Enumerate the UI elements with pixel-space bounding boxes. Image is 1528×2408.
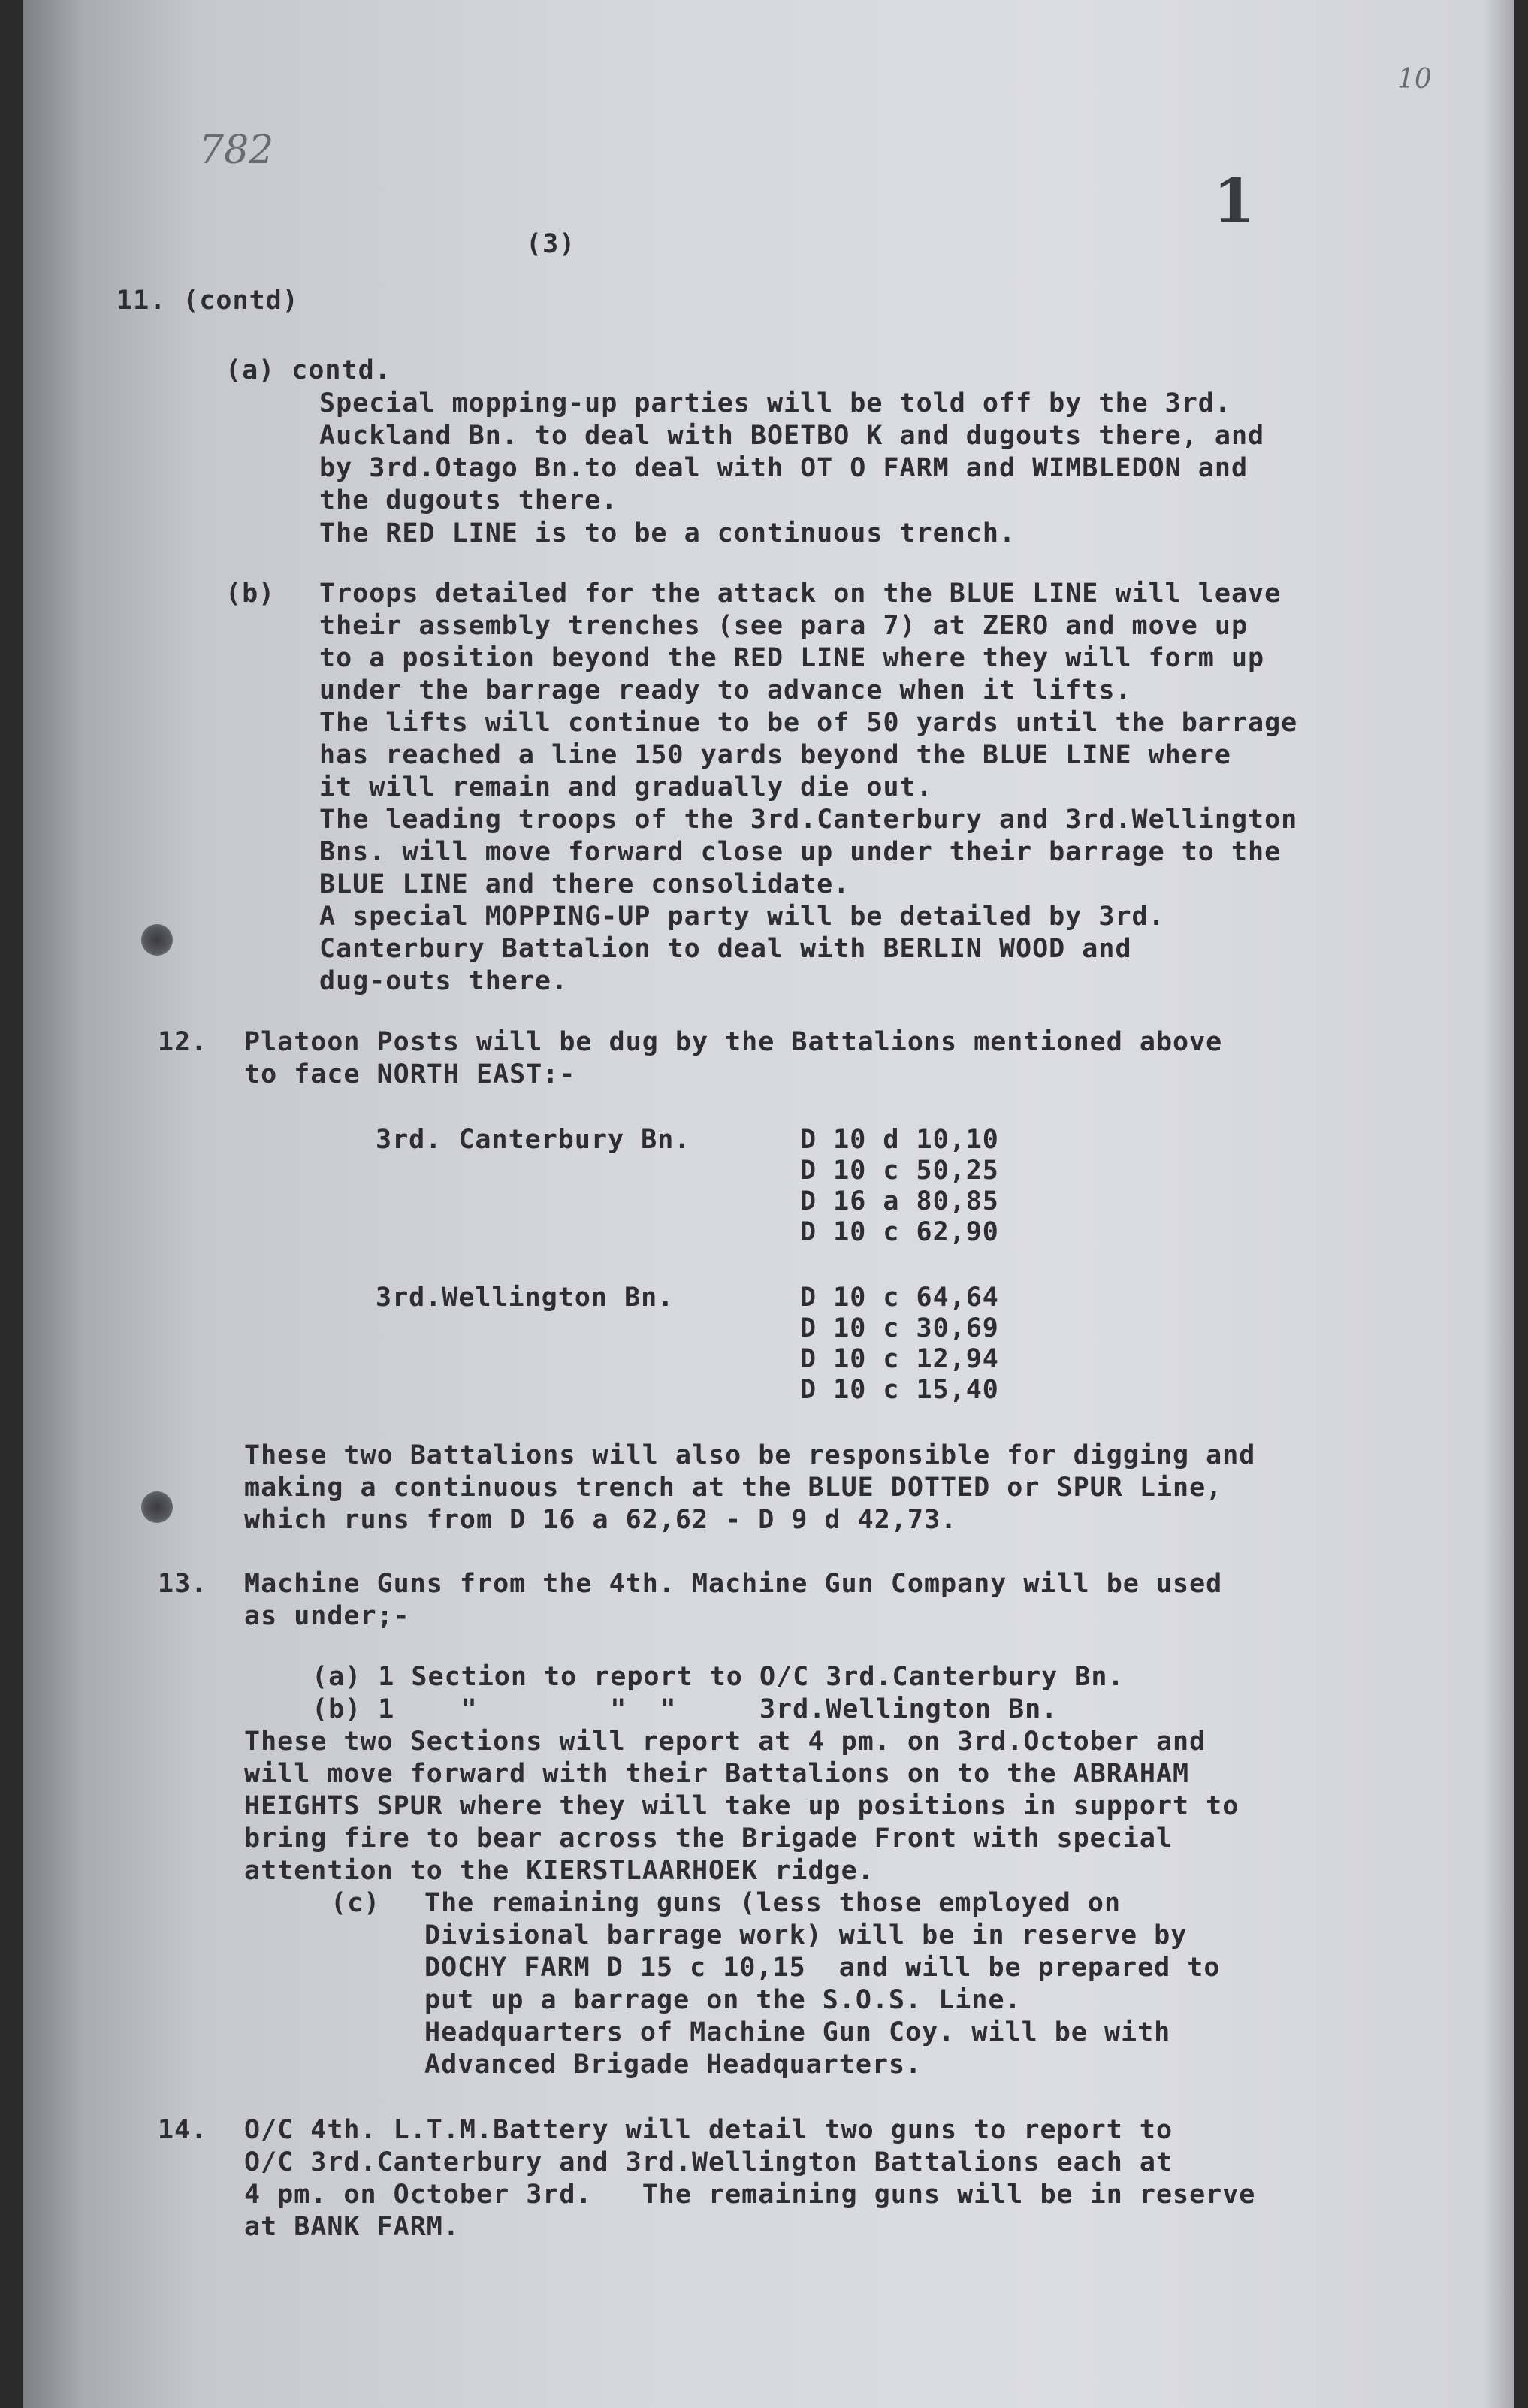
page-mark: 1 (1213, 165, 1255, 236)
grid-reference: D 10 c 62,90 (800, 1217, 999, 1247)
paragraph-line: making a continuous trench at the BLUE DOTTED or SPUR Line, (244, 1473, 1223, 1503)
page-number: (3) (526, 229, 576, 259)
paragraph-line: at BANK FARM. (244, 2212, 460, 2242)
paragraph-line: bring fire to bear across the Brigade Front with special (244, 1823, 1173, 1854)
paragraph-line: Troops detailed for the attack on the BLUE LINE will leave (319, 579, 1282, 609)
folio-number: 10 (1397, 64, 1432, 95)
paragraph-line: Auckland Bn. to deal with BOETBO K and dugouts there, and (319, 421, 1265, 451)
paragraph-line: 4 pm. on October 3rd. The remaining guns will be in reserve (244, 2180, 1256, 2210)
list-item: (a) 1 Section to report to O/C 3rd.Canterbury Bn. (312, 1662, 1125, 1692)
section-13-number: 13. (158, 1569, 208, 1599)
paragraph-line: Divisional barrage work) will be in reserve by (424, 1920, 1188, 1950)
document-page (23, 0, 1514, 2408)
paragraph-line: dug-outs there. (319, 966, 569, 996)
punch-hole (141, 1491, 173, 1523)
section-13c-label: (c) (331, 1888, 381, 1918)
unit-name: 3rd.Wellington Bn. (376, 1283, 675, 1313)
grid-reference: D 10 c 50,25 (800, 1156, 999, 1186)
paragraph-line: Bns. will move forward close up under their barrage to the (319, 837, 1282, 867)
paragraph-line: their assembly trenches (see para 7) at ZERO and move up (319, 611, 1249, 641)
paragraph-line: These two Battalions will also be responsible for digging and (244, 1440, 1256, 1470)
paragraph-line: as under;- (244, 1601, 410, 1631)
section-11a-label: (a) contd. (225, 355, 391, 385)
paragraph-line: HEIGHTS SPUR where they will take up positions in support to (244, 1791, 1240, 1821)
paragraph-line: has reached a line 150 yards beyond the BLUE LINE where (319, 740, 1231, 770)
section-11-heading: 11. (contd) (116, 286, 299, 316)
grid-reference: D 10 c 64,64 (800, 1283, 999, 1313)
grid-reference: D 16 a 80,85 (800, 1186, 999, 1216)
paragraph-line: by 3rd.Otago Bn.to deal with OT O FARM and WIMBLEDON and (319, 453, 1249, 483)
grid-reference: D 10 c 30,69 (800, 1313, 999, 1343)
unit-name: 3rd. Canterbury Bn. (376, 1125, 691, 1155)
grid-reference: D 10 c 12,94 (800, 1344, 999, 1374)
section-12-number: 12. (158, 1027, 208, 1057)
paragraph-line: The leading troops of the 3rd.Canterbury and 3rd.Wellington (319, 805, 1298, 835)
punch-hole (141, 924, 173, 956)
paragraph-line: which runs from D 16 a 62,62 - D 9 d 42,73. (244, 1505, 958, 1535)
paragraph-line: will move forward with their Battalions on to the ABRAHAM (244, 1759, 1190, 1789)
paragraph-line: O/C 3rd.Canterbury and 3rd.Wellington Battalions each at (244, 2147, 1173, 2177)
paragraph-line: Canterbury Battalion to deal with BERLIN WOOD and (319, 934, 1132, 964)
paragraph-line: The lifts will continue to be of 50 yards until the barrage (319, 708, 1298, 738)
paragraph-line: to face NORTH EAST:- (244, 1059, 576, 1089)
paragraph-line: attention to the KIERSTLAARHOEK ridge. (244, 1856, 874, 1886)
paragraph-line: Machine Guns from the 4th. Machine Gun Company will be used (244, 1569, 1223, 1599)
paragraph-line: DOCHY FARM D 15 c 10,15 and will be prepared to (424, 1953, 1221, 1983)
grid-reference: D 10 d 10,10 (800, 1125, 999, 1155)
paragraph-line: the dugouts there. (319, 485, 618, 515)
paragraph-line: put up a barrage on the S.O.S. Line. (424, 1985, 1022, 2015)
paragraph-line: O/C 4th. L.T.M.Battery will detail two guns to report to (244, 2115, 1173, 2145)
paragraph-line: BLUE LINE and there consolidate. (319, 869, 850, 899)
paragraph-line: A special MOPPING-UP party will be detailed by 3rd. (319, 902, 1165, 932)
paragraph-line: Headquarters of Machine Gun Coy. will be with (424, 2017, 1171, 2047)
paragraph-line: under the barrage ready to advance when it lifts. (319, 675, 1132, 705)
paragraph-line: Platoon Posts will be dug by the Battalions mentioned above (244, 1027, 1223, 1057)
grid-reference: D 10 c 15,40 (800, 1375, 999, 1405)
paragraph-line: it will remain and gradually die out. (319, 772, 933, 802)
paragraph-line: Special mopping-up parties will be told off by the 3rd. (319, 388, 1231, 418)
paragraph-line: Advanced Brigade Headquarters. (424, 2050, 923, 2080)
paragraph-line: to a position beyond the RED LINE where they will form up (319, 643, 1265, 673)
section-14-number: 14. (158, 2115, 208, 2145)
paragraph-line: The RED LINE is to be a continuous trench. (319, 518, 1016, 548)
paragraph-line: The remaining guns (less those employed on (424, 1888, 1122, 1918)
section-11b-label: (b) (225, 579, 276, 609)
paragraph-line: These two Sections will report at 4 pm. on 3rd.October and (244, 1727, 1206, 1757)
list-item: (b) 1 " " " 3rd.Wellington Bn. (312, 1694, 1058, 1724)
folio-number-left: 782 (199, 128, 274, 173)
